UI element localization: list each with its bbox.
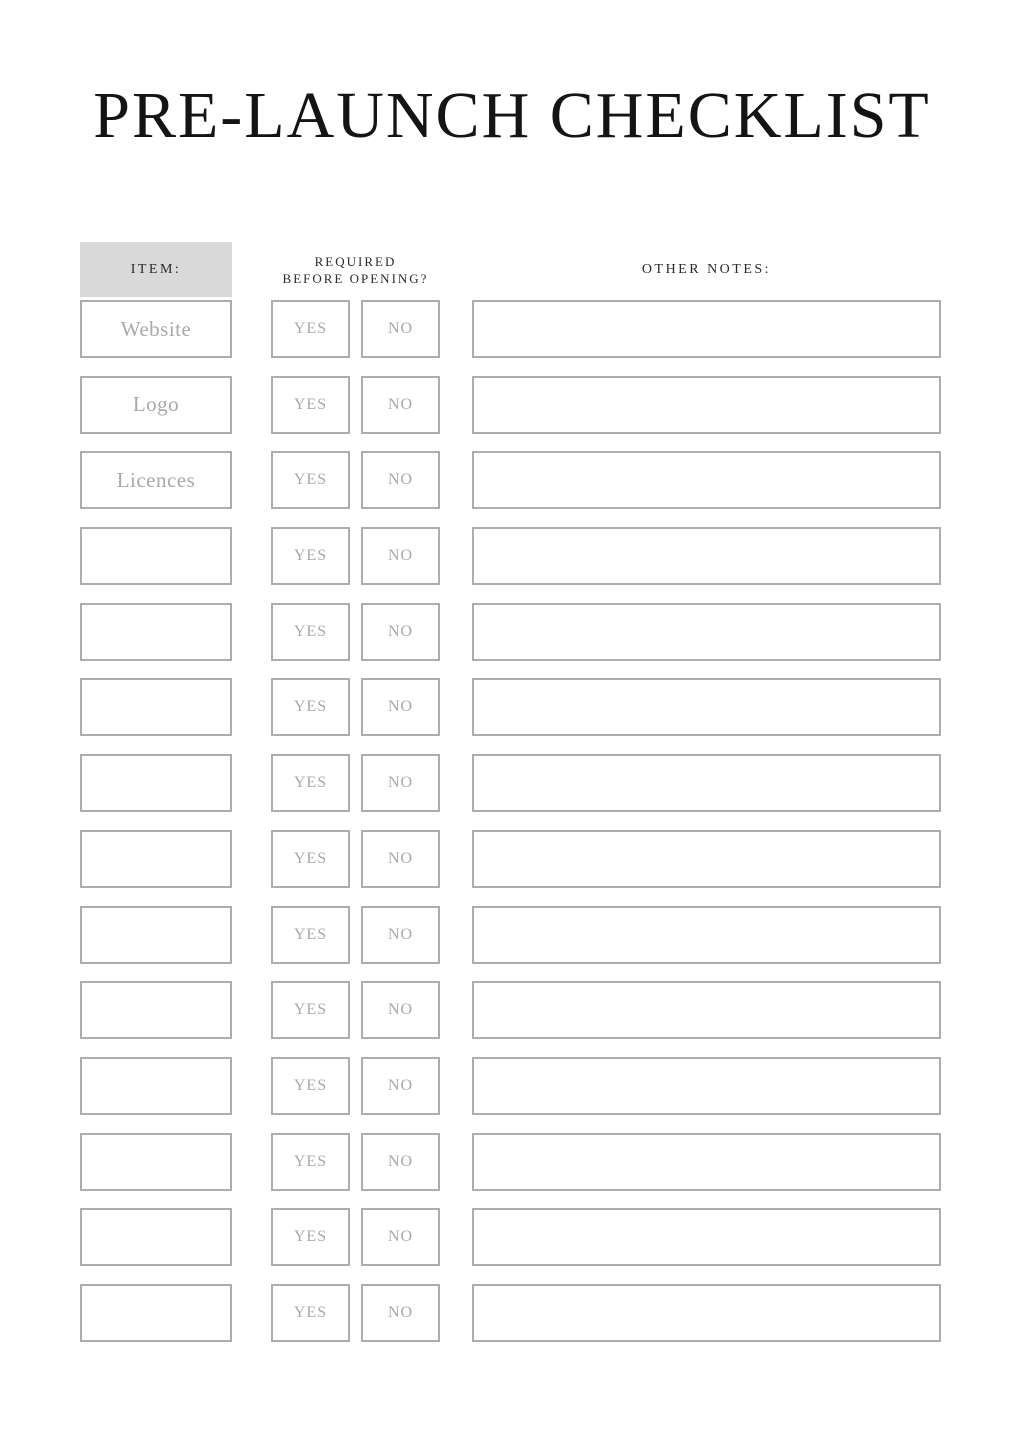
checklist-row <box>80 1208 941 1266</box>
checklist-row <box>80 376 941 434</box>
checklist-row <box>80 1284 941 1342</box>
yes-checkbox[interactable] <box>271 754 350 812</box>
table-header-row <box>80 242 941 297</box>
no-label: NO <box>387 1001 414 1019</box>
checklist-row <box>80 754 941 812</box>
item-field[interactable] <box>80 603 232 661</box>
no-checkbox[interactable] <box>361 603 440 661</box>
yes-label: YES <box>293 698 328 716</box>
notes-field[interactable] <box>472 754 941 812</box>
notes-field[interactable] <box>472 830 941 888</box>
notes-field[interactable] <box>472 451 941 509</box>
no-label: NO <box>387 622 414 640</box>
column-header-notes <box>472 242 941 297</box>
page-title: PRE-LAUNCH CHECKLIST <box>93 79 931 152</box>
no-checkbox[interactable] <box>361 376 440 434</box>
yes-label: YES <box>293 849 328 867</box>
no-label: NO <box>387 849 414 867</box>
no-label: NO <box>387 1303 414 1321</box>
column-header-required <box>271 242 440 297</box>
item-field[interactable] <box>80 1284 232 1342</box>
item-field[interactable] <box>80 754 232 812</box>
column-header-required-line1: REQUIRED <box>314 253 397 269</box>
column-header-required-line2: BEFORE OPENING? <box>282 270 429 286</box>
notes-field[interactable] <box>472 300 941 358</box>
column-header-notes-label: OTHER NOTES: <box>641 261 772 277</box>
item-field[interactable] <box>80 678 232 736</box>
yes-checkbox[interactable] <box>271 451 350 509</box>
no-checkbox[interactable] <box>361 1208 440 1266</box>
yes-label: YES <box>293 395 328 413</box>
checklist-row <box>80 981 941 1039</box>
checklist-row <box>80 1133 941 1191</box>
yes-checkbox[interactable] <box>271 1208 350 1266</box>
no-checkbox[interactable] <box>361 1057 440 1115</box>
notes-field[interactable] <box>472 678 941 736</box>
column-header-item <box>80 242 232 297</box>
item-field[interactable] <box>80 981 232 1039</box>
yes-label: YES <box>293 622 328 640</box>
item-field[interactable] <box>80 1133 232 1191</box>
yes-checkbox[interactable] <box>271 300 350 358</box>
notes-field[interactable] <box>472 376 941 434</box>
no-checkbox[interactable] <box>361 981 440 1039</box>
yes-label: YES <box>293 320 328 337</box>
checklist-row <box>80 678 941 736</box>
yes-checkbox[interactable] <box>271 981 350 1039</box>
no-label: NO <box>387 698 414 716</box>
no-checkbox[interactable] <box>361 1284 440 1342</box>
yes-label: YES <box>293 1303 328 1321</box>
no-label: NO <box>387 395 414 413</box>
yes-checkbox[interactable] <box>271 1133 350 1191</box>
item-field[interactable] <box>80 1057 232 1115</box>
checklist-row <box>80 603 941 661</box>
yes-checkbox[interactable] <box>271 830 350 888</box>
notes-field[interactable] <box>472 906 941 964</box>
notes-field[interactable] <box>472 1284 941 1342</box>
item-field[interactable] <box>80 1208 232 1266</box>
item-field[interactable] <box>80 451 232 509</box>
no-label: NO <box>387 925 414 943</box>
no-label: NO <box>387 320 414 337</box>
yes-checkbox[interactable] <box>271 1284 350 1342</box>
no-checkbox[interactable] <box>361 678 440 736</box>
notes-field[interactable] <box>472 1133 941 1191</box>
no-label: NO <box>387 471 414 489</box>
notes-field[interactable] <box>472 981 941 1039</box>
no-checkbox[interactable] <box>361 527 440 585</box>
yes-label: YES <box>293 547 328 565</box>
item-label: Website <box>120 316 192 341</box>
yes-label: YES <box>293 925 328 943</box>
yes-label: YES <box>293 1152 328 1170</box>
yes-label: YES <box>293 1001 328 1019</box>
checklist-row <box>80 830 941 888</box>
no-label: NO <box>387 1076 414 1094</box>
yes-label: YES <box>293 1228 328 1246</box>
no-checkbox[interactable] <box>361 451 440 509</box>
item-label: Licences <box>116 467 196 492</box>
item-field[interactable] <box>80 376 232 434</box>
item-field[interactable] <box>80 830 232 888</box>
yes-checkbox[interactable] <box>271 678 350 736</box>
item-field[interactable] <box>80 527 232 585</box>
yes-checkbox[interactable] <box>271 527 350 585</box>
no-checkbox[interactable] <box>361 300 440 358</box>
yes-checkbox[interactable] <box>271 906 350 964</box>
notes-field[interactable] <box>472 1208 941 1266</box>
yes-label: YES <box>293 1076 328 1094</box>
no-checkbox[interactable] <box>361 754 440 812</box>
no-label: NO <box>387 774 414 792</box>
notes-field[interactable] <box>472 603 941 661</box>
item-field[interactable] <box>80 906 232 964</box>
yes-checkbox[interactable] <box>271 376 350 434</box>
notes-field[interactable] <box>472 527 941 585</box>
checklist-row <box>80 906 941 964</box>
item-label: Logo <box>132 392 180 417</box>
no-checkbox[interactable] <box>361 1133 440 1191</box>
yes-checkbox[interactable] <box>271 1057 350 1115</box>
item-field[interactable] <box>80 300 232 358</box>
yes-label: YES <box>293 471 328 489</box>
yes-label: YES <box>293 774 328 792</box>
checklist-row <box>80 451 941 509</box>
column-header-item-label: ITEM: <box>130 261 182 277</box>
checklist-row <box>80 1057 941 1115</box>
no-label: NO <box>387 547 414 565</box>
yes-checkbox[interactable] <box>271 603 350 661</box>
checklist-rows <box>80 300 941 1342</box>
notes-field[interactable] <box>472 1057 941 1115</box>
no-checkbox[interactable] <box>361 906 440 964</box>
no-label: NO <box>387 1228 414 1246</box>
no-checkbox[interactable] <box>361 830 440 888</box>
checklist-row <box>80 300 941 358</box>
no-label: NO <box>387 1152 414 1170</box>
checklist-row <box>80 527 941 585</box>
